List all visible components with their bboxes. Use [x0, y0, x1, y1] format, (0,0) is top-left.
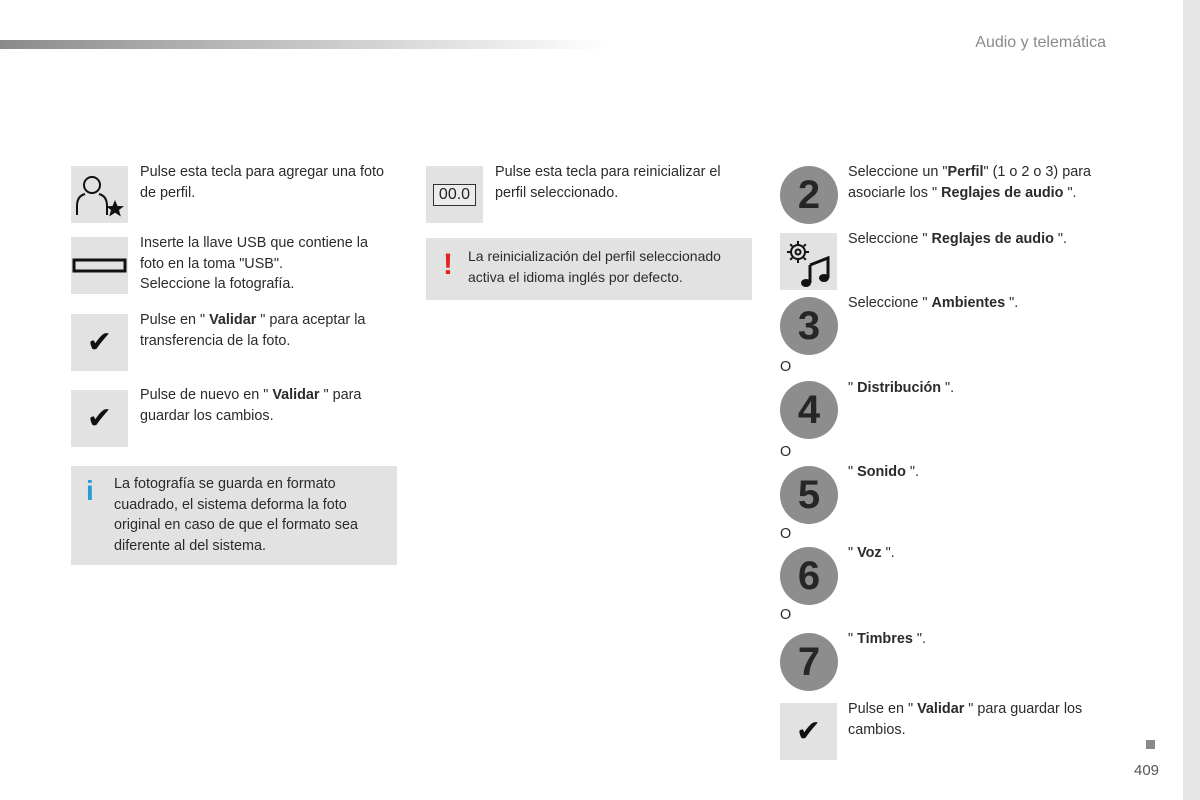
- header-bar: [0, 40, 610, 49]
- reset-profile-text: Pulse esta tecla para reinicializar el perfil seleccionado.: [495, 164, 721, 201]
- step-usb-line2: Seleccione la fotografía.: [140, 276, 295, 292]
- step-validate-again-text: Pulse de nuevo en " Validar " para guardar los cambios.: [140, 387, 362, 424]
- check-icon: ✔: [86, 325, 113, 359]
- step-usb-line1: Inserte la llave USB que contiene la foto en la toma "USB".: [140, 235, 368, 272]
- check-icon: ✔: [86, 401, 113, 435]
- validate-button[interactable]: [71, 314, 128, 371]
- usb-slot: [71, 237, 128, 294]
- add-profile-button[interactable]: [71, 166, 128, 223]
- gear-music-icon: [780, 233, 837, 290]
- step-usb-text: [140, 233, 395, 295]
- or-label: O: [780, 526, 792, 542]
- option-distribucion-text: " Distribución ".: [848, 380, 955, 396]
- or-label: O: [780, 444, 792, 460]
- step-number-7: 7: [780, 633, 838, 691]
- final-validate-text: Pulse en " Validar " para guardar los cambios.: [848, 701, 1083, 738]
- section-title: Audio y telemática: [975, 34, 1106, 51]
- check-icon: ✔: [795, 714, 822, 748]
- end-marker: [1146, 740, 1155, 749]
- step-number-3: 3: [780, 297, 838, 355]
- audio-settings-button[interactable]: [780, 233, 837, 290]
- option-voz-text: " Voz ".: [848, 545, 895, 561]
- select-audio-settings-text: Seleccione " Reglajes de audio ".: [848, 231, 1067, 247]
- usb-slot-icon: [71, 237, 128, 294]
- reset-profile-button[interactable]: [426, 166, 483, 223]
- select-profile-text: Seleccione un "Perfil" (1 o 2 o 3) para asociarle los " Reglajes de audio ".: [848, 164, 1092, 201]
- step-add-profile-text: Pulse esta tecla para agregar una foto de perfil.: [140, 164, 385, 201]
- info-note-text: La fotografía se guarda en formato cuadrado, el sistema deforma la foto original en caso de que el formato sea diferente al del sistema.: [114, 476, 358, 554]
- info-icon: i: [86, 475, 94, 506]
- warning-icon: !: [443, 248, 453, 281]
- warning-note-text: La reinicialización del perfil seleccionado activa el idioma inglés por defecto.: [468, 248, 721, 285]
- step-number-2: 2: [780, 166, 838, 224]
- add-profile-icon: [71, 166, 128, 223]
- select-ambientes-text: Seleccione " Ambientes ".: [848, 295, 1019, 311]
- step-number-5: 5: [780, 466, 838, 524]
- option-timbres-text: " Timbres ".: [848, 631, 926, 647]
- or-label: O: [780, 607, 792, 623]
- step-validate-text: Pulse en " Validar " para aceptar la transferencia de la foto.: [140, 312, 366, 349]
- page-edge: [1183, 0, 1200, 800]
- page-number: 409: [1134, 762, 1160, 779]
- step-number-6: 6: [780, 547, 838, 605]
- reset-display-icon: 00.0: [433, 184, 476, 206]
- validate-final-button[interactable]: [780, 703, 837, 760]
- option-sonido-text: " Sonido ".: [848, 464, 919, 480]
- validate-again-button[interactable]: [71, 390, 128, 447]
- step-number-4: 4: [780, 381, 838, 439]
- or-label: O: [780, 359, 792, 375]
